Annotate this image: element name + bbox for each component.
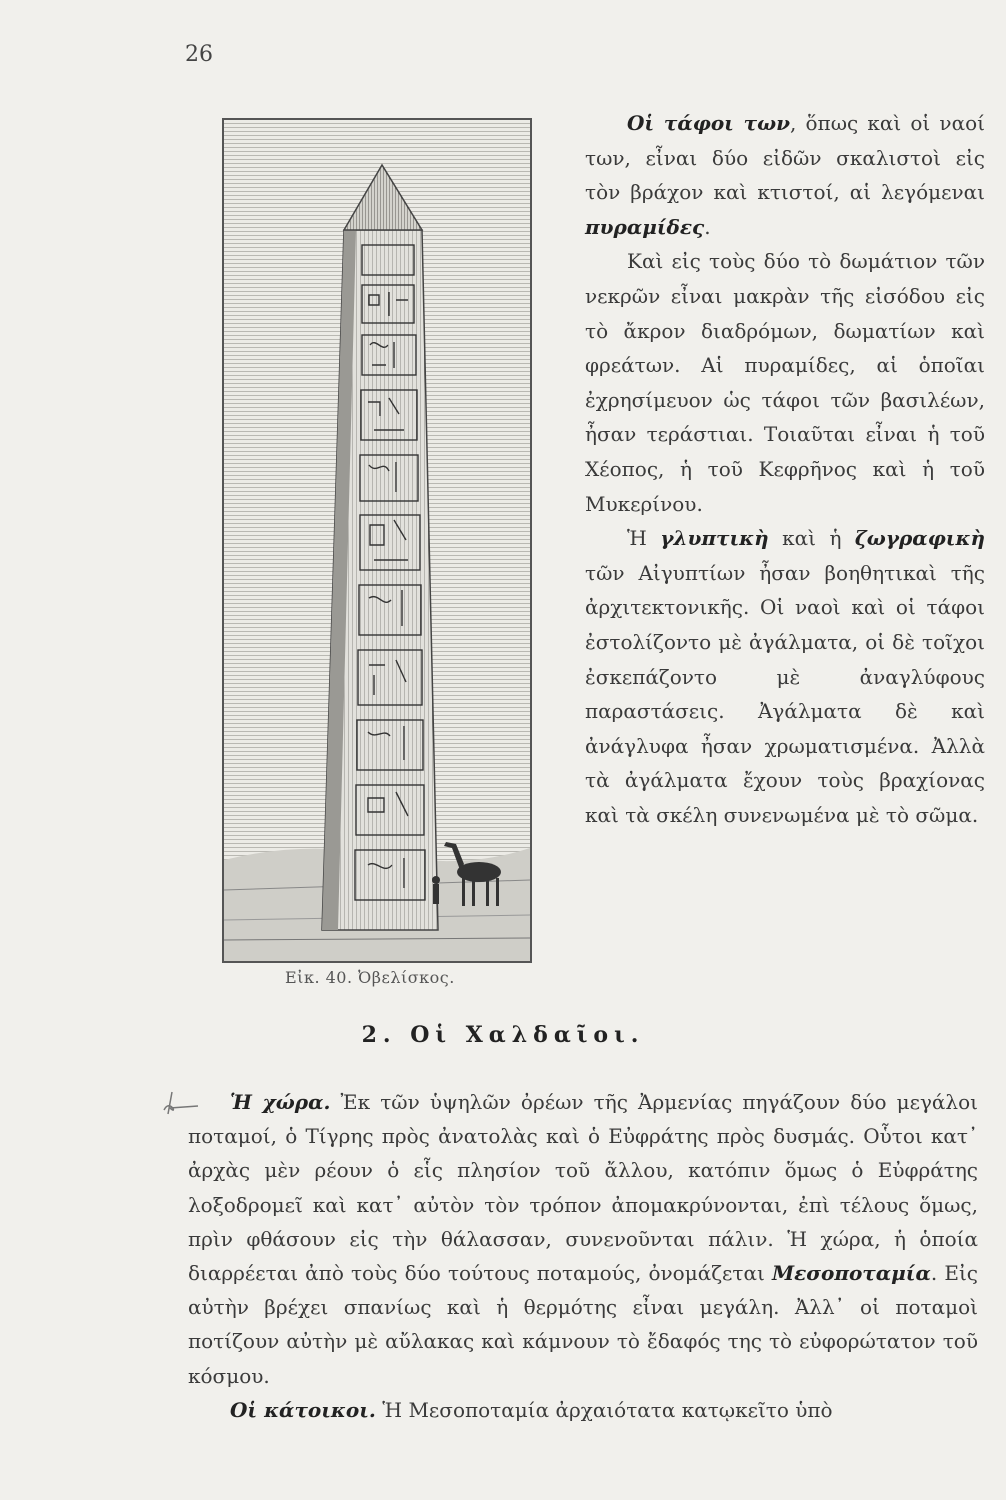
- lead-term: Ἡ χώρα.: [230, 1090, 331, 1114]
- text-span: Ἡ: [627, 526, 661, 551]
- obelisk-figure: [222, 118, 532, 963]
- text-span: , ὅπως καὶ οἱ ναοί των, εἶναι δύο εἰδῶν σκαλιστοὶ εἰς τὸν βράχον καὶ κτιστοί, αἱ λεγόμεναι: [585, 111, 985, 205]
- right-column-text: [585, 106, 985, 832]
- text-span: τῶν Αἰγυπτίων ἦσαν βοηθητικαὶ τῆς ἀρχιτεκτονικῆς. Οἱ ναοὶ καὶ οἱ τάφοι ἐστολίζοντο μὲ ἀγάλματα, οἱ δὲ τοῖχοι ἐσκεπάζοντο μὲ ἀναγλύφους παραστάσεις. Ἀγάλματα δὲ καὶ ἀνάγλυφα ἦσαν χρωματισμένα. Ἀλλὰ τὰ ἀγάλματα ἔχουν τοὺς βραχίονας καὶ τὰ σκέλη συνενωμένα μὲ τὸ σῶμα.: [585, 560, 985, 827]
- bottom-text: [188, 1085, 978, 1427]
- paragraph-inhabitants: [188, 1393, 978, 1427]
- text-span: .: [704, 214, 711, 239]
- term-sculpture: γλυπτικὴ: [660, 526, 769, 551]
- text-span: καὶ ἡ: [768, 526, 855, 551]
- section-title: 2. Οἱ Χαλδαῖοι.: [361, 1022, 645, 1048]
- lead-term: Οἱ τάφοι των: [627, 111, 790, 135]
- obelisk-illustration: [224, 120, 530, 961]
- term-painting: ζωγραφικὴ: [854, 526, 985, 551]
- text-span: . Εἰς αὐτὴν βρέχει σπανίως καὶ ἡ θερμότης εἶναι μεγάλη. Ἀλλ᾽ οἱ ποταμοὶ ποτίζουν αὐτὴν μὲ αὔλακας καὶ κάμνουν τὸ ἔδαφός της τὸ εὐφορώτατον τοῦ κόσμου.: [188, 1261, 978, 1388]
- page-number: 26: [185, 42, 213, 67]
- paragraph-chambers: Καὶ εἰς τοὺς δύο τὸ δωμάτιον τῶν νεκρῶν εἶναι μακρὰν τῆς εἰσόδου εἰς τὸ ἄκρον διαδρόμων, δωματίων καὶ φρεάτων. Αἱ πυραμίδες, αἱ ὁποῖαι ἐχρησίμευον ὡς τάφοι τῶν βασιλέων, ἦσαν τεράστιαι. Τοιαῦται εἶναι ἡ τοῦ Χέοπος, ἡ τοῦ Κεφρῆνος καὶ ἡ τοῦ Μυκερίνου.: [585, 249, 985, 516]
- paragraph-land: [188, 1085, 978, 1393]
- term-mesopotamia: Μεσοποταμία: [771, 1261, 931, 1286]
- text-span: Ἡ Μεσοποταμία ἀρχαιότατα κατῳκεῖτο ὑπὸ: [375, 1397, 833, 1422]
- paragraph-sculpture: [585, 521, 985, 832]
- lead-term: Οἱ κάτοικοι.: [230, 1397, 376, 1422]
- paragraph-tombs: [585, 106, 985, 244]
- term-pyramids: πυραμίδες: [585, 214, 705, 239]
- figure-caption: Εἰκ. 40. Ὀβελίσκος.: [285, 968, 455, 987]
- text-span: Ἐκ τῶν ὑψηλῶν ὀρέων τῆς Ἀρμενίας πηγάζουν δύο μεγάλοι ποταμοί, ὁ Τίγρης πρὸς ἀνατολὰς καὶ ὁ Εὐφράτης πρὸς δυσμάς. Οὗτοι κατ᾽ ἀρχὰς μὲν ρέουν ὁ εἷς πλησίον τοῦ ἄλλου, κατόπιν ὅμως ὁ Εὐφράτης λοξοδρομεῖ καὶ κατ᾽ αὐτὸν τὸν τρόπον ἀπομακρύνονται, ἐπὶ τέλους ὅμως, πρὶν φθάσουν εἰς τὴν θάλασσαν, συνενοῦνται πάλιν. Ἡ χώρα, ἡ ὁποία διαρρέεται ἀπὸ τοὺς δύο τούτους ποταμούς, ὀνομάζεται: [188, 1090, 978, 1286]
